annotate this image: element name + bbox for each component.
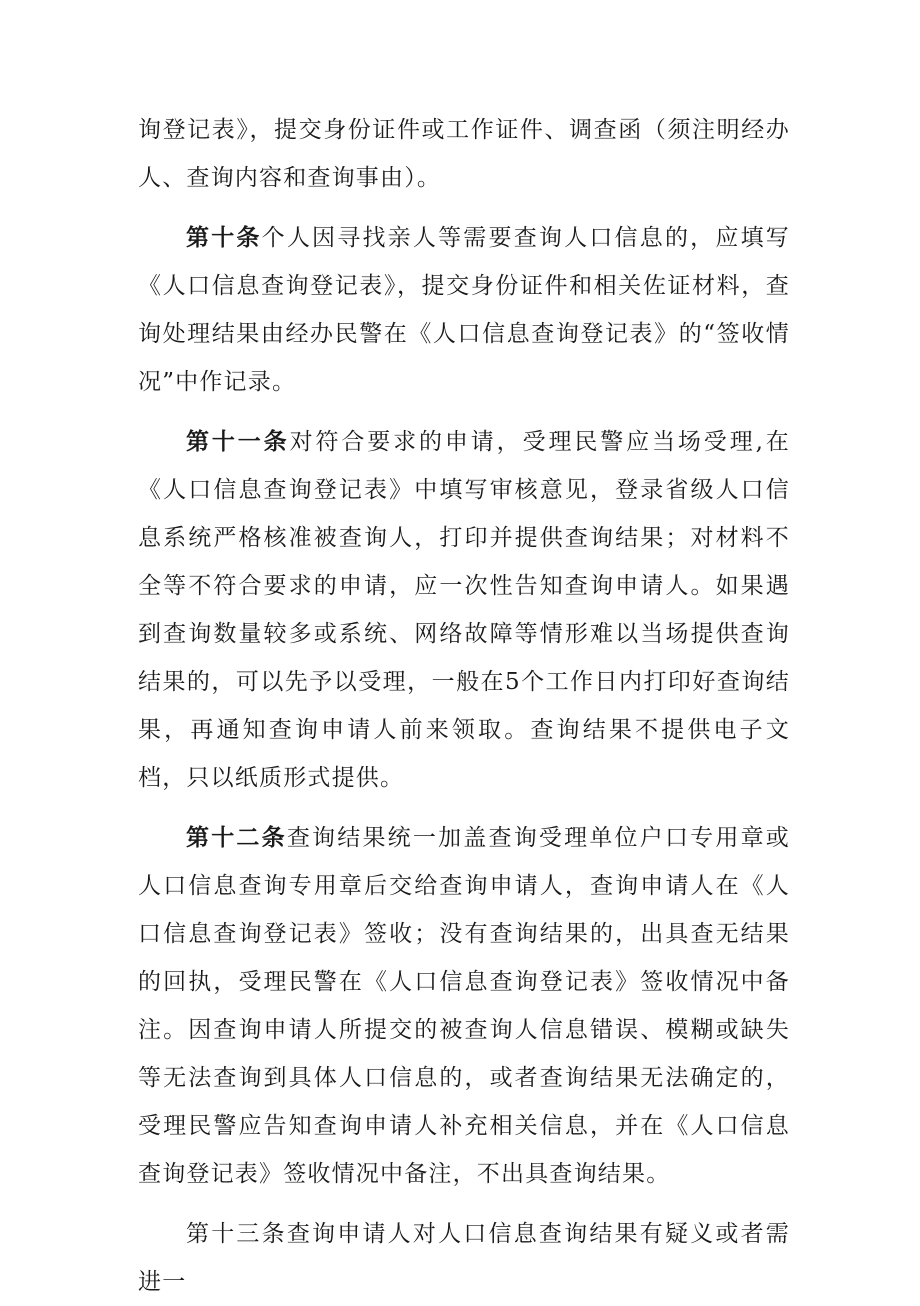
article-text: 个人因寻找亲人等需要查询人口信息的，应填写《人口信息查询登记表》，提交身份证件和相关佐证材料，查询处理结果由经办民警在《人口信息查询登记表》的“签收情况”中作记录。 <box>138 225 790 395</box>
article-text: 第十三条查询申请人对人口信息查询结果有疑义或者需进一 <box>138 1221 790 1295</box>
article-number: 第十条 <box>186 224 262 251</box>
article-10 <box>138 214 790 406</box>
article-number: 第十二条 <box>186 824 287 851</box>
article-text: 对符合要求的申请，受理民警应当场受理,在《人口信息查询登记表》中填写审核意见，登录省级人口信息系统严格核准被查询人，打印并提供查询结果；对材料不全等不符合要求的申请，应一次性告知查询申请人。如果遇到查询数量较多或系统、网络故障等情形难以当场提供查询结果的，可以先予以受理，一般在5个工作日内打印好查询结果，再通知查询申请人前来领取。查询结果不提供电子文档，只以纸质形式提供。 <box>138 429 790 791</box>
paragraph-text: 询登记表》，提交身份证件或工作证件、调查函（须注明经办人、查询内容和查询事由）。 <box>138 117 790 191</box>
article-13 <box>138 1210 790 1306</box>
article-text: 查询结果统一加盖查询受理单位户口专用章或人口信息查询专用章后交给查询申请人，查询申请人在《人口信息查询登记表》签收；没有查询结果的，出具查无结果的回执，受理民警在《人口信息查询登记表》签收情况中备注。因查询申请人所提交的被查询人信息错误、模糊或缺失等无法查询到具体人口信息的，或者查询结果无法确定的，受理民警应告知查询申请人补充相关信息，并在《人口信息查询登记表》签收情况中备注，不出具查询结果。 <box>138 825 790 1187</box>
paragraph-continuation <box>138 106 790 202</box>
article-11 <box>138 418 790 802</box>
document-body <box>138 106 790 1306</box>
article-12 <box>138 814 790 1198</box>
article-number: 第十一条 <box>186 428 290 455</box>
